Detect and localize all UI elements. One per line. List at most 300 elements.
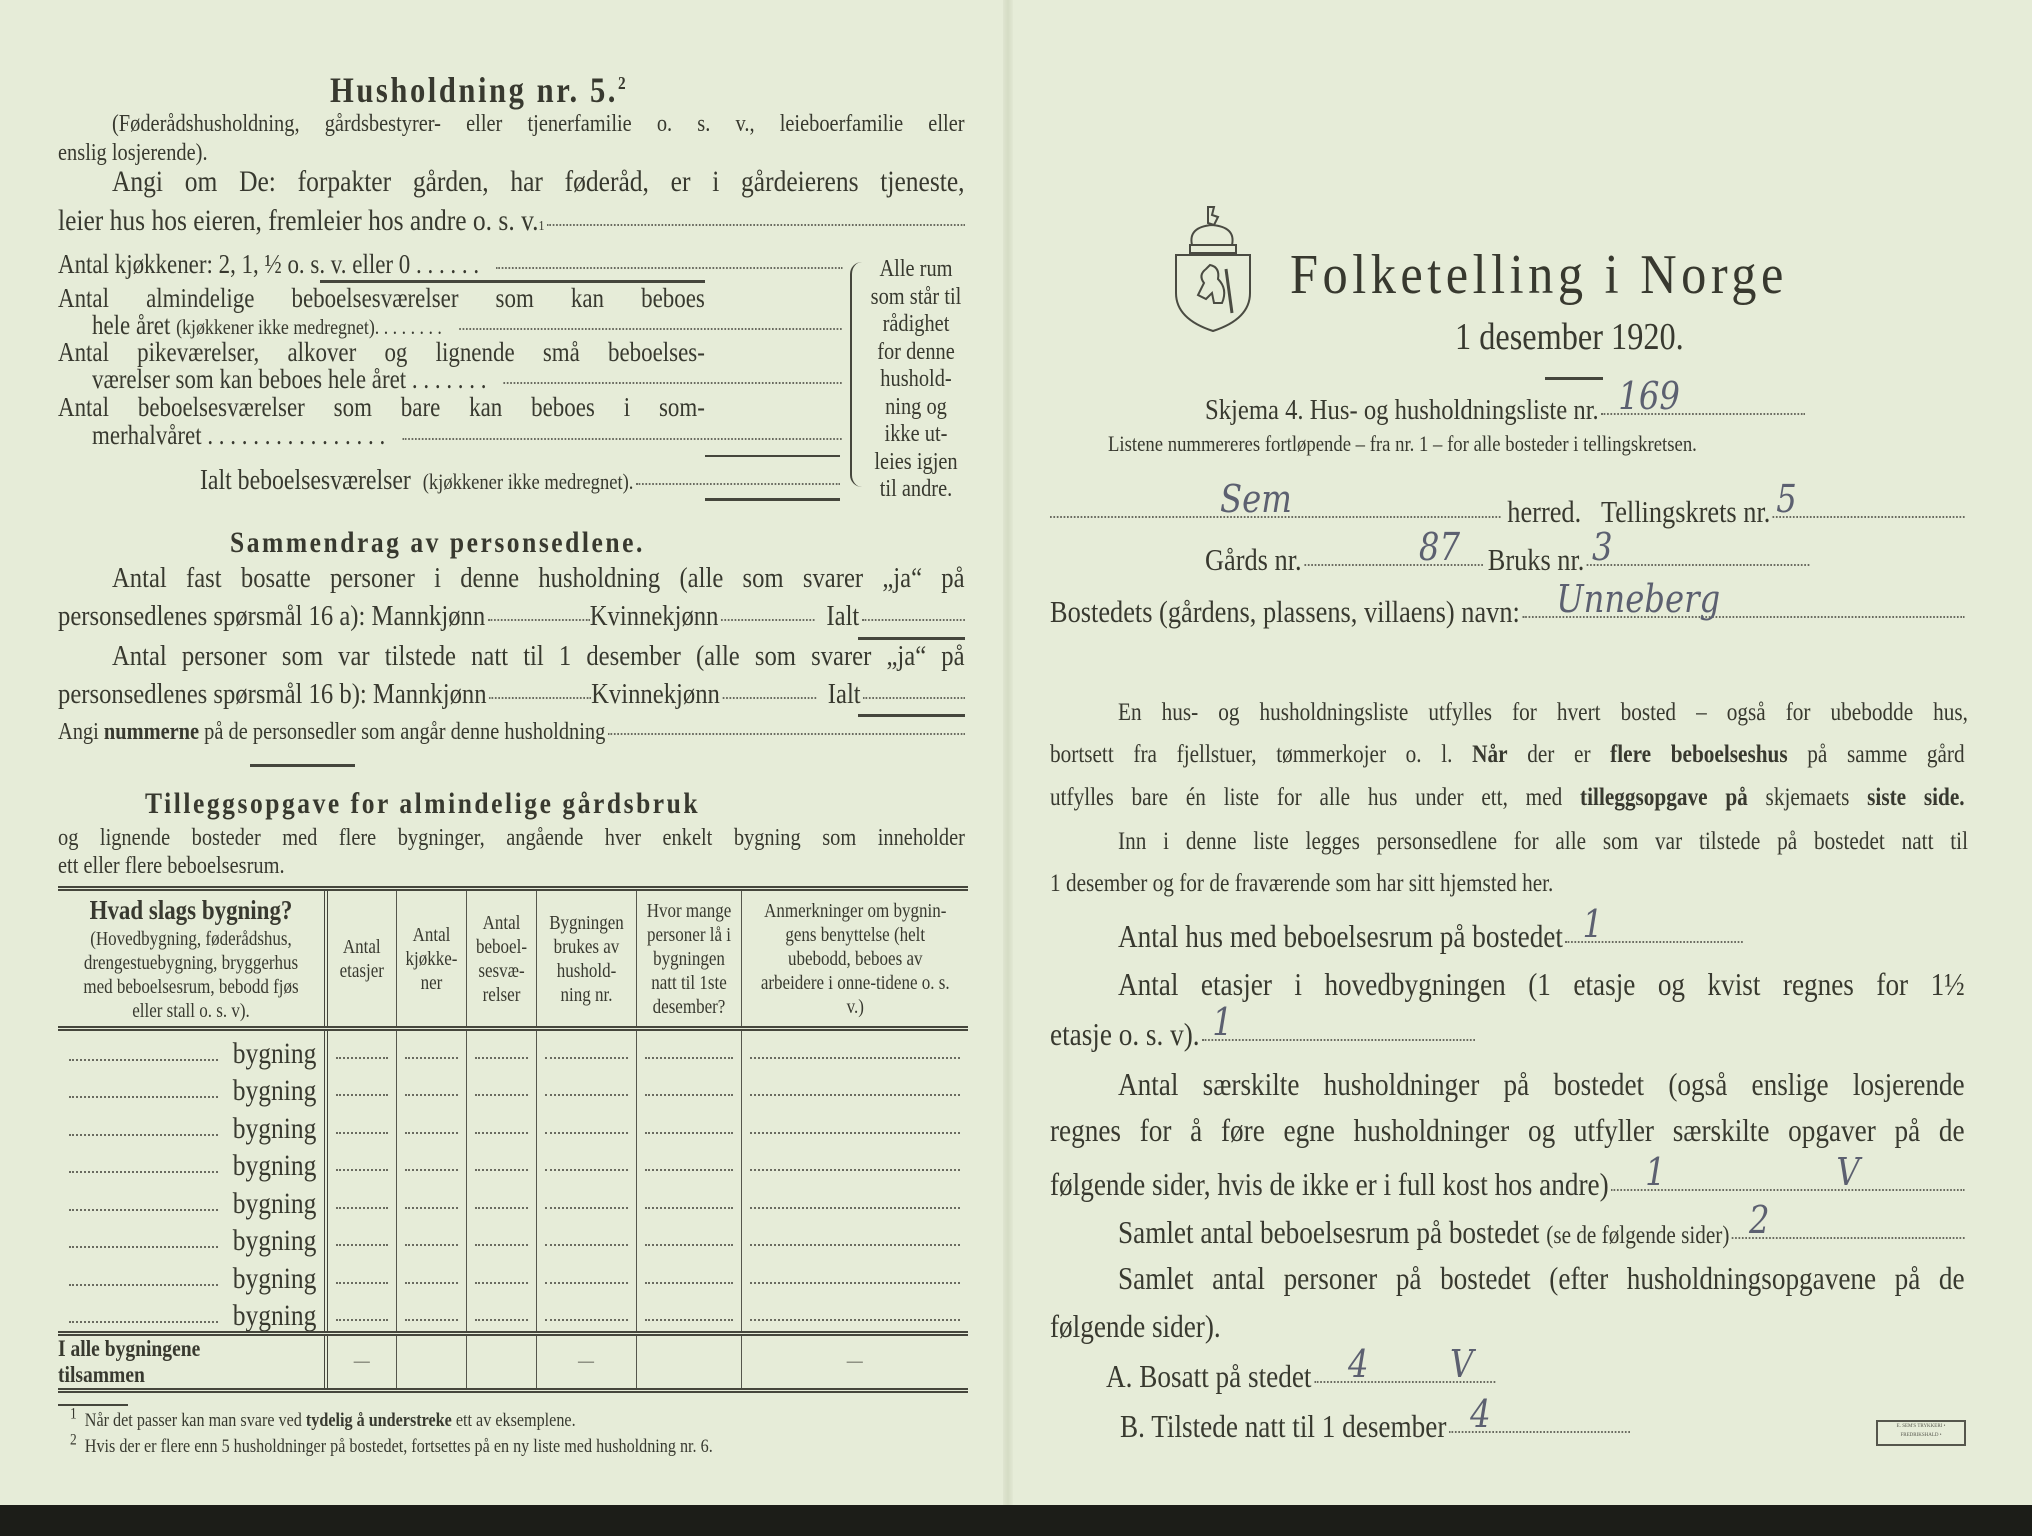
divider (858, 637, 965, 640)
household-title-text: Husholdning nr. 5. (330, 70, 619, 110)
remarks-field[interactable] (750, 1093, 961, 1096)
brace-note-line: Alle rum (879, 256, 953, 282)
male-resident-field[interactable] (488, 619, 590, 621)
building-type-cell[interactable] (58, 1219, 326, 1257)
household-field[interactable] (545, 1318, 628, 1321)
floors-row (1050, 1000, 1475, 1052)
numbers-row (58, 720, 965, 745)
total-dash: — (353, 1353, 370, 1370)
farm-row (1205, 525, 1809, 577)
floors-cell[interactable] (326, 1181, 396, 1219)
persons-line-2: følgende sider). (1050, 1308, 1221, 1344)
households-value: 1 (1645, 1150, 1666, 1194)
remarks-field[interactable] (750, 1131, 961, 1134)
footnote-2 (70, 1431, 713, 1457)
table-row (58, 1069, 968, 1107)
col-kitchens (396, 889, 466, 1029)
household-cell[interactable] (536, 1219, 636, 1257)
building-type-field[interactable] (69, 1321, 218, 1323)
building-type-cell[interactable] (58, 1181, 326, 1219)
remarks-cell[interactable] (741, 1029, 968, 1069)
table-row (58, 1144, 968, 1182)
households-line-1: Antal særskilte husholdninger på bostedet (også enslige losjerende (1118, 1068, 1965, 1102)
angi-line-1: Angi om De: forpakter gården, har føderåd, er i gårdeierens tjeneste, (112, 166, 965, 198)
kitchens-field[interactable] (405, 1281, 458, 1284)
floors-field[interactable] (336, 1168, 388, 1171)
persons-field[interactable] (645, 1206, 733, 1209)
occupancy-field[interactable] (547, 224, 965, 226)
building-type-field[interactable] (69, 1096, 218, 1098)
household-field[interactable] (545, 1168, 628, 1171)
female-present-field[interactable] (722, 697, 816, 699)
numbers-label-bold: nummerne (103, 719, 200, 745)
resident-value: 4 (1348, 1342, 1369, 1386)
rooms-field[interactable] (475, 1093, 528, 1096)
angi-line-2: leier hus hos eieren, fremleier hos andre o. s. v. 1 (58, 205, 965, 237)
instruction-text: på samme gård (1807, 742, 1965, 768)
instruction-bold: tilleggsopgave på (1580, 785, 1748, 811)
instruction-1-line-3 (1050, 785, 1965, 813)
building-type-field[interactable] (69, 1246, 218, 1248)
resident-label: A. Bosatt på stedet (1106, 1358, 1312, 1394)
total-dash: — (846, 1353, 863, 1370)
remarks-field[interactable] (750, 1206, 961, 1209)
building-type-cell[interactable] (58, 1256, 326, 1294)
building-label: bygning (232, 1299, 316, 1332)
farm-number-field[interactable] (1304, 525, 1483, 569)
building-type-cell[interactable] (58, 1294, 326, 1334)
instruction-text: skjemaets (1765, 785, 1850, 811)
brace-note-line: ning og (885, 393, 947, 420)
building-label: bygning (232, 1224, 316, 1257)
floors-cell[interactable] (326, 1069, 396, 1107)
rooms-field[interactable] (475, 1281, 528, 1284)
building-type-field[interactable] (69, 1209, 218, 1211)
building-type-field[interactable] (69, 1171, 218, 1173)
household-cell[interactable] (536, 1069, 636, 1107)
divider (705, 498, 840, 501)
check-mark: V (1836, 1150, 1860, 1194)
households-line-2: regnes for å føre egne husholdninger og utfyller særskilte opgaver på de (1050, 1114, 1965, 1148)
rooms-field[interactable] (475, 1056, 528, 1059)
household-cell[interactable] (536, 1181, 636, 1219)
household-cell[interactable] (536, 1106, 636, 1144)
household-field[interactable] (545, 1056, 628, 1059)
summary-b-row (58, 679, 965, 709)
persons-cell[interactable] (636, 1181, 741, 1219)
houses-label: Antal hus med beboelsesrum på bostedet (1118, 918, 1563, 954)
total-rooms-label: Ialt beboelsesværelser (200, 465, 411, 496)
rooms-cell[interactable] (466, 1256, 536, 1294)
total-dash: — (578, 1353, 594, 1370)
brace-note-line: som står til (870, 283, 962, 310)
kitchens-field[interactable] (405, 1243, 458, 1246)
maid-rooms-field[interactable] (504, 382, 842, 384)
instruction-bold: flere beboelseshus (1610, 742, 1788, 768)
rooms-field[interactable] (475, 1206, 528, 1209)
rooms-field[interactable] (475, 1318, 528, 1321)
kitchens-field[interactable] (496, 267, 842, 269)
table-row (58, 1256, 968, 1294)
remarks-field[interactable] (750, 1243, 961, 1246)
rooms-field[interactable] (475, 1168, 528, 1171)
col-persons-label: Hvor mange personer lå i bygningen natt til 1ste desember? (646, 899, 731, 1018)
household-field[interactable] (545, 1243, 628, 1246)
household-title (330, 72, 628, 110)
persons-cell[interactable] (636, 1256, 741, 1294)
holding-number-field[interactable] (1587, 525, 1809, 569)
place-name-field[interactable] (1522, 577, 1964, 621)
kitchens-field[interactable] (405, 1093, 458, 1096)
houses-row (1118, 902, 1743, 954)
ordinary-rooms-note: (kjøkkener ikke medregnet). . . . . . . . (176, 315, 442, 339)
floors-cell[interactable] (326, 1106, 396, 1144)
table-row (58, 1219, 968, 1257)
remarks-field[interactable] (750, 1318, 961, 1321)
total-persons-cell (636, 1334, 741, 1391)
floors-value: 1 (1212, 1000, 1233, 1044)
present-row (1120, 1392, 1630, 1444)
col-building-desc: (Hovedbygning, føderådshus, drengestuebygning, bryggerhus med beboelsesrum, bebodd fjøs eller stall o. s. v). (83, 927, 299, 1022)
persons-cell[interactable] (636, 1029, 741, 1069)
divider (705, 455, 840, 457)
rooms-cell[interactable] (466, 1029, 536, 1069)
col-remarks (741, 889, 968, 1029)
angi-line-2-text: leier hus hos eieren, fremleier hos andre o. s. v. (58, 204, 539, 237)
rooms-cell[interactable] (466, 1069, 536, 1107)
col-rooms-label: Antal beboel-sesvæ-relser (475, 911, 527, 1006)
coat-of-arms-icon (1170, 203, 1256, 333)
table-row (58, 1294, 968, 1334)
persons-cell[interactable] (636, 1294, 741, 1334)
persons-field[interactable] (645, 1243, 733, 1246)
brace-note-line: for denne (877, 338, 955, 365)
col-persons (636, 889, 741, 1029)
floors-cell[interactable] (326, 1294, 396, 1334)
persons-cell[interactable] (636, 1106, 741, 1144)
persons-field[interactable] (645, 1093, 733, 1096)
kitchens-cell[interactable] (396, 1069, 466, 1107)
list-number-value: 169 (1618, 374, 1680, 418)
persons-cell[interactable] (636, 1144, 741, 1182)
rooms-cell[interactable] (466, 1219, 536, 1257)
remarks-cell[interactable] (741, 1069, 968, 1107)
remarks-cell[interactable] (741, 1256, 968, 1294)
male-label: Mannkjønn (371, 600, 486, 632)
instruction-text: utfylles bare én liste for alle hus under ett, med (1050, 785, 1563, 811)
floors-field[interactable] (1202, 1000, 1475, 1044)
remarks-cell[interactable] (741, 1294, 968, 1334)
col-rooms (466, 889, 536, 1029)
kitchens-field[interactable] (405, 1131, 458, 1134)
household-cell[interactable] (536, 1029, 636, 1069)
summary-a-label: personsedlenes spørsmål 16 a): (58, 600, 366, 632)
remarks-cell[interactable] (741, 1106, 968, 1144)
floors-cell[interactable] (326, 1219, 396, 1257)
summary-b-line-1: Antal personer som var tilstede natt til 1 desember (alle som svarer „ja“ på (112, 641, 965, 672)
table-total-row (58, 1334, 968, 1391)
col-kitchens-label: Antal kjøkke-ner (405, 923, 457, 994)
summary-b-label: personsedlenes spørsmål 16 b): (58, 678, 367, 710)
floors-cell[interactable] (326, 1144, 396, 1182)
intro-line-1: (Føderådshusholdning, gårdsbestyrer- eller tjenerfamilie o. s. v., leieboerfamilie eller (112, 112, 965, 137)
municipality-label: herred. (1507, 494, 1582, 529)
col-building-type (58, 889, 326, 1029)
district-value: 5 (1776, 477, 1797, 521)
building-label: bygning (232, 1036, 316, 1070)
summary-title: Sammendrag av personsedlene. (230, 526, 645, 559)
footnote-divider (58, 1404, 128, 1406)
total-label: I alle bygningene tilsammen (58, 1336, 201, 1387)
brace-note-line: til andre. (879, 476, 953, 502)
brace-note-line: ikke ut- (884, 421, 948, 447)
floors-field[interactable] (336, 1281, 388, 1284)
divider (858, 714, 965, 717)
brace-note (862, 256, 970, 504)
footnote-text: Hvis der er flere enn 5 husholdninger på bostedet, fortsettes på en ny liste med husholdning nr. 6. (84, 1436, 713, 1457)
remarks-cell[interactable] (741, 1181, 968, 1219)
building-type-cell[interactable] (58, 1106, 326, 1144)
total-rooms-note: (kjøkkener ikke medregnet). (422, 470, 634, 494)
ordinary-rooms-line-1: Antal almindelige beboelsesværelser som kan beboes (58, 284, 705, 313)
kitchens-row (58, 250, 843, 278)
brace-note-line: leies igjen (874, 448, 958, 475)
household-field[interactable] (545, 1281, 628, 1284)
female-label: Kvinnekjønn (591, 678, 720, 710)
footnote-number: 1 (70, 1405, 77, 1423)
footnote-bold: tydelig å understreke (305, 1410, 452, 1431)
building-label: bygning (232, 1111, 316, 1145)
building-label: bygning (232, 1261, 316, 1295)
schema-label: Skjema 4. Hus- og husholdningsliste nr. (1205, 394, 1599, 426)
check-mark: V (1450, 1342, 1474, 1386)
supplement-text-2: ett eller flere beboelsesrum. (58, 853, 285, 879)
building-type-cell[interactable] (58, 1029, 326, 1069)
footnote-1 (70, 1405, 576, 1431)
households-label: følgende sider, hvis de ikke er i full kost hos andre) (1050, 1166, 1609, 1202)
municipality-value: Sem (1220, 477, 1292, 521)
holding-number-value: 3 (1592, 525, 1613, 569)
resident-row (1106, 1342, 1495, 1394)
rooms-field[interactable] (475, 1243, 528, 1246)
male-present-field[interactable] (489, 697, 591, 699)
kitchens-field[interactable] (405, 1318, 458, 1321)
rooms-field[interactable] (475, 1131, 528, 1134)
schema-row (1205, 374, 1805, 426)
place-label: Bostedets (gårdens, plassens, villaens) navn: (1050, 594, 1520, 629)
household-cell[interactable] (536, 1144, 636, 1182)
numbers-label-post: på de personsedler som angår denne husholdning (204, 719, 606, 745)
total-rooms-cell (466, 1334, 536, 1391)
footnote-number: 2 (70, 1431, 77, 1449)
household-field[interactable] (545, 1093, 628, 1096)
total-floors-cell (326, 1334, 396, 1391)
kitchens-cell[interactable] (396, 1144, 466, 1182)
ordinary-rooms-field[interactable] (459, 328, 842, 330)
floors-cell[interactable] (326, 1029, 396, 1069)
total-rooms-row (200, 466, 840, 495)
maid-rooms-row (92, 365, 842, 393)
kitchens-label: Antal kjøkkener: 2, 1, ½ o. s. v. eller 0 . . . . . . (58, 249, 480, 279)
building-type-field[interactable] (69, 1059, 218, 1061)
page-fold (1003, 0, 1013, 1505)
rooms-cell[interactable] (466, 1106, 536, 1144)
summer-rooms-row (92, 421, 842, 449)
female-label: Kvinnekjønn (589, 600, 719, 632)
total-label-cell (58, 1334, 326, 1391)
persons-field[interactable] (645, 1131, 733, 1134)
rooms-cell[interactable] (466, 1144, 536, 1182)
total-present-field[interactable] (863, 697, 965, 699)
persons-cell[interactable] (636, 1219, 741, 1257)
total-label: Ialt (826, 600, 860, 632)
supplement-text-1: og lignende bosteder med flere bygninger, angående hver enkelt bygning som inneholder (58, 826, 965, 851)
instruction-text: bortsett fra fjellstuer, tømmerkojer o. l. (1050, 742, 1453, 768)
remarks-cell[interactable] (741, 1144, 968, 1182)
supplement-title: Tilleggsopgave for almindelige gårdsbruk (145, 787, 701, 820)
persons-cell[interactable] (636, 1069, 741, 1107)
floors-field[interactable] (336, 1056, 388, 1059)
building-type-field[interactable] (69, 1284, 218, 1286)
brace-note-line: rådighet (882, 311, 950, 337)
brace (850, 262, 862, 487)
kitchens-cell[interactable] (396, 1106, 466, 1144)
rooms-cell[interactable] (466, 1181, 536, 1219)
male-label: Mannkjønn (372, 678, 487, 710)
kitchens-cell[interactable] (396, 1181, 466, 1219)
instruction-1-line-2 (1050, 742, 1965, 770)
total-label: Ialt (827, 678, 861, 710)
divider (250, 764, 355, 767)
municipality-row (1050, 477, 1965, 529)
household-cell[interactable] (536, 1294, 636, 1334)
rooms-total-field[interactable] (1732, 1198, 1965, 1242)
kitchens-field[interactable] (405, 1056, 458, 1059)
floors-line-1: Antal etasjer i hovedbygningen (1 etasje og kvist regnes for 1½ (1118, 968, 1965, 1002)
farm-label: Gårds nr. (1205, 542, 1302, 577)
persons-field[interactable] (645, 1281, 733, 1284)
houses-value: 1 (1582, 902, 1604, 946)
kitchens-cell[interactable] (396, 1294, 466, 1334)
district-field[interactable] (1773, 477, 1965, 521)
holding-label: Bruks nr. (1487, 542, 1585, 577)
rooms-total-value: 2 (1748, 1198, 1770, 1242)
buildings-table (58, 886, 968, 1393)
brace-note-line: hushold- (880, 366, 952, 392)
floors-field[interactable] (336, 1093, 388, 1096)
building-type-cell[interactable] (58, 1069, 326, 1107)
instruction-bold: siste side. (1867, 785, 1965, 811)
households-field[interactable] (1611, 1150, 1964, 1194)
remarks-field[interactable] (750, 1281, 961, 1284)
persons-field[interactable] (645, 1056, 733, 1059)
remarks-field[interactable] (750, 1056, 961, 1059)
kitchens-field[interactable] (405, 1206, 458, 1209)
building-type-cell[interactable] (58, 1144, 326, 1182)
kitchens-cell[interactable] (396, 1029, 466, 1069)
household-field[interactable] (545, 1206, 628, 1209)
col-floors (326, 889, 396, 1029)
floors-field[interactable] (336, 1318, 388, 1321)
persons-field[interactable] (645, 1168, 733, 1171)
households-row (1050, 1150, 1965, 1202)
kitchens-cell[interactable] (396, 1256, 466, 1294)
rooms-total-note: (se de følgende sider) (1546, 1222, 1730, 1249)
numbers-field[interactable] (608, 733, 965, 735)
numbers-label-pre: Angi (58, 719, 99, 745)
total-resident-field[interactable] (862, 619, 965, 621)
table-header (58, 889, 968, 1029)
persons-field[interactable] (645, 1318, 733, 1321)
instruction-bold: Når (1472, 742, 1508, 768)
household-cell[interactable] (536, 1256, 636, 1294)
present-field[interactable] (1449, 1392, 1630, 1436)
intro-line-2: enslig losjerende). (58, 140, 208, 166)
building-label: bygning (232, 1074, 316, 1107)
census-title: Folketelling i Norge (1290, 244, 1788, 306)
list-number-field[interactable] (1601, 374, 1805, 418)
floors-cell[interactable] (326, 1256, 396, 1294)
houses-field[interactable] (1565, 902, 1742, 946)
floors-field[interactable] (336, 1206, 388, 1209)
footnote-ref: 2 (618, 73, 629, 93)
resident-field[interactable] (1314, 1342, 1495, 1386)
remarks-field[interactable] (750, 1168, 961, 1171)
census-date: 1 desember 1920. (1455, 316, 1684, 358)
floors-label: etasje o. s. v). (1050, 1016, 1200, 1052)
female-resident-field[interactable] (721, 619, 815, 621)
col-remarks-label: Anmerkninger om bygnin-gens benyttelse (helt ubebodd, beboes av arbeidere i onne-tidene o. s. v.) (760, 899, 950, 1018)
rooms-total-label: Samlet antal beboelsesrum på bostedet (1118, 1214, 1540, 1250)
place-name-value: Unneberg (1556, 577, 1721, 621)
footnote-text: ett av eksemplene. (455, 1410, 576, 1431)
persons-line-1: Samlet antal personer på bostedet (efter husholdningsopgavene på de (1118, 1262, 1965, 1296)
instruction-text: der er (1527, 742, 1591, 768)
footnote-text: Når det passer kan man svare ved (84, 1410, 302, 1431)
ordinary-rooms-label: hele året (92, 310, 171, 340)
building-label: bygning (232, 1186, 316, 1220)
floors-field[interactable] (336, 1243, 388, 1246)
rooms-cell[interactable] (466, 1294, 536, 1334)
total-household-cell (536, 1334, 636, 1391)
kitchens-field[interactable] (405, 1168, 458, 1171)
total-rooms-field[interactable] (636, 483, 840, 485)
summer-rooms-line-1: Antal beboelsesværelser som bare kan beboes i som- (58, 393, 705, 422)
district-label: Tellingskrets nr. (1600, 494, 1771, 529)
building-label: bygning (232, 1149, 316, 1182)
instruction-2-line-1: Inn i denne liste legges personsedlene for alle som var tilstede på bostedet natt til (1118, 829, 1968, 855)
municipality-field[interactable] (1050, 477, 1501, 521)
building-type-field[interactable] (69, 1134, 218, 1136)
total-remarks-cell (741, 1334, 968, 1391)
numbering-note: Listene nummereres fortløpende – fra nr. 1 – for alle bosteder i tellingskretsen. (1108, 431, 1697, 456)
remarks-cell[interactable] (741, 1219, 968, 1257)
summer-rooms-field[interactable] (402, 438, 842, 440)
place-row (1050, 577, 1965, 629)
instruction-1-line-1: En hus- og husholdningsliste utfylles for hvert bosted – også for ubebodde hus, (1118, 700, 1968, 726)
present-value: 4 (1470, 1392, 1491, 1436)
farm-number-value: 87 (1418, 525, 1461, 569)
kitchens-cell[interactable] (396, 1219, 466, 1257)
scan-border (0, 1505, 2032, 1536)
summer-rooms-label: merhalvåret . . . . . . . . . . . . . . . . (92, 420, 386, 450)
col-household-label: Bygningen brukes av hushold-ning nr. (548, 911, 624, 1006)
summary-a-row (58, 601, 965, 631)
floors-field[interactable] (336, 1131, 388, 1134)
divider (1545, 377, 1603, 380)
household-field[interactable] (545, 1131, 628, 1134)
maid-rooms-line-1: Antal pikeværelser, alkover og lignende små beboelses- (58, 338, 705, 367)
